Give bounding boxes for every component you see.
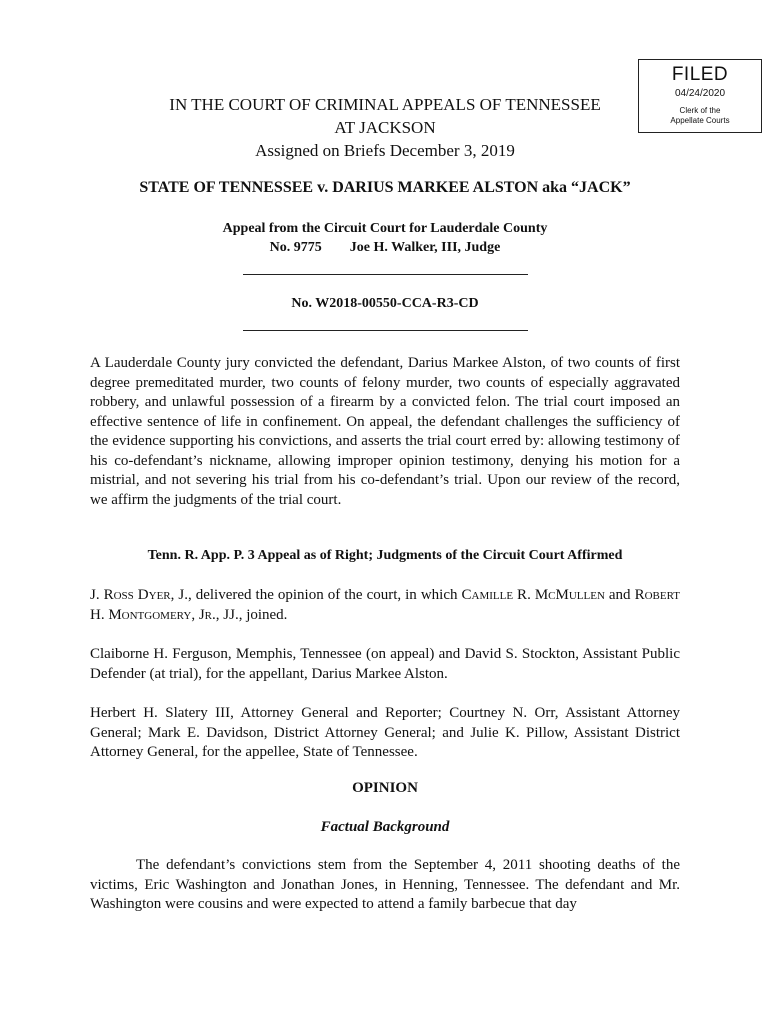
section-heading: Factual Background bbox=[320, 819, 450, 835]
authorship-text: , JJ., joined. bbox=[215, 606, 288, 623]
body-paragraph: The defendant’s convictions stem from the September 4, 2011 shooting deaths of the victims, Eric Washington and Jonathan Jones, in Henning, Tennessee. The defendant and Mr. Washington were cousins and were expected to attend a family barbecue that day bbox=[90, 857, 680, 912]
filed-stamp-title: FILED bbox=[671, 64, 729, 85]
case-number-judge: No. 9775 Joe H. Walker, III, Judge bbox=[269, 240, 501, 255]
assigned-date: Assigned on Briefs December 3, 2019 bbox=[255, 141, 515, 160]
appeal-from: Appeal from the Circuit Court for Lauderdale County bbox=[222, 221, 548, 236]
authorship-text: and bbox=[604, 587, 635, 603]
case-title: STATE OF TENNESSEE v. DARIUS MARKEE ALSTON aka “JACK” bbox=[139, 179, 631, 196]
court-location: AT JACKSON bbox=[334, 118, 436, 137]
joining-judge: Robert H. Montgomery, Jr. bbox=[90, 587, 680, 623]
counsel-appellant: Claiborne H. Ferguson, Memphis, Tennessee (on appeal) and David S. Stockton, Assistant Public Defender (at trial), for the appellant, Darius Markee Alston. bbox=[90, 646, 680, 682]
authorship bbox=[90, 586, 680, 625]
opinion-heading: OPINION bbox=[352, 780, 418, 796]
counsel-appellee: Herbert H. Slatery III, Attorney General and Reporter; Courtney N. Orr, Assistant Attorney General; Mark E. Davidson, District Attorney General; and Julie K. Pillow, Assistant District Attorney General, for the appellee, State of Tennessee. bbox=[90, 705, 680, 760]
case-summary: A Lauderdale County jury convicted the defendant, Darius Markee Alston, of two counts of first degree premeditated murder, two counts of felony murder, two counts of especially aggravated robbery, and unlawful possession of a firearm by a convicted felon. The trial court imposed an effective sentence of life in confinement. On appeal, the defendant challenges the sufficiency of the evidence supporting his convictions, and asserts the trial court erred by: allowing testimony of his co-defendant’s nickname, allowing improper opinion testimony, denying his motion for a mistrial, and not severing his trial from his co-defendant’s trial. Upon our review of the record, we affirm the judgments of the trial court. bbox=[90, 355, 680, 508]
author-name: J. Ross Dyer bbox=[90, 587, 171, 603]
joining-judge: Camille R. McMullen bbox=[461, 587, 605, 603]
docket-number: No. W2018-00550-CCA-R3-CD bbox=[291, 296, 479, 311]
filed-stamp-clerk-line: Clerk of the bbox=[679, 106, 721, 115]
court-name: IN THE COURT OF CRIMINAL APPEALS OF TENNESSEE bbox=[169, 95, 601, 114]
filed-stamp-date: 04/24/2020 bbox=[674, 88, 726, 99]
authorship-text: , J., delivered the opinion of the court, in which bbox=[170, 587, 462, 603]
filed-stamp-courts-line: Appellate Courts bbox=[670, 116, 730, 125]
disposition: Tenn. R. App. P. 3 Appeal as of Right; Judgments of the Circuit Court Affirmed bbox=[147, 548, 623, 563]
divider-line bbox=[243, 274, 528, 275]
divider-line bbox=[243, 330, 528, 331]
